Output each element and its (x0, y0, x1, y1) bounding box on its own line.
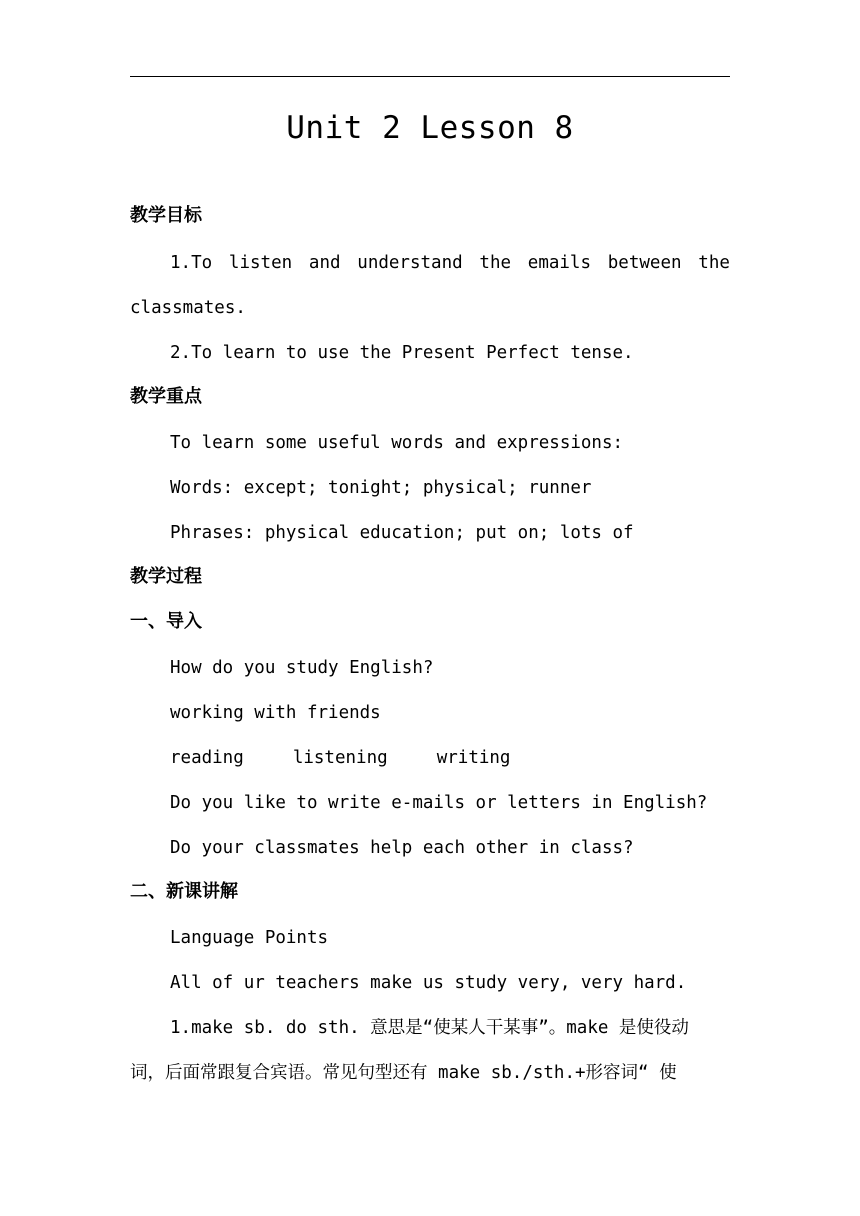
intro-answer-2: reading listening writing (170, 748, 511, 768)
goal-1-word: between (607, 253, 682, 273)
section-heading-focus: 教学重点 (130, 386, 202, 407)
document-page (130, 0, 730, 1216)
goal-1-word: understand (357, 253, 463, 273)
point-1-line-1: 1.make sb. do sth. 意思是“使某人干某事”。make 是使役动 (170, 1018, 689, 1038)
section-heading-process: 教学过程 (130, 566, 202, 587)
focus-phrases: Phrases: physical education; put on; lots of (170, 523, 634, 543)
goal-1-line (170, 250, 730, 276)
goal-1-word: and (308, 253, 341, 273)
goal-1-word: 1.To (170, 253, 213, 273)
point-1-line-2: 词，后面常跟复合宾语。常见句型还有 make sb./sth.+形容词“ 使 (130, 1063, 677, 1083)
goal-1-word: the (479, 253, 512, 273)
goal-2: 2.To learn to use the Present Perfect tense. (170, 343, 634, 363)
intro-question-2: Do you like to write e-mails or letters in English? (170, 793, 708, 813)
intro-answer-1: working with friends (170, 703, 381, 723)
focus-intro: To learn some useful words and expressions: (170, 433, 624, 453)
page-title: Unit 2 Lesson 8 (286, 110, 574, 146)
language-points-label: Language Points (170, 928, 329, 948)
goal-1-word: emails (527, 253, 591, 273)
section-heading-new-lesson: 二、新课讲解 (130, 881, 238, 902)
focus-words: Words: except; tonight; physical; runner (170, 478, 592, 498)
goal-1-continuation: classmates. (130, 298, 246, 318)
intro-question-1: How do you study English? (170, 658, 434, 678)
goal-1-word: the (698, 253, 730, 273)
section-heading-intro: 一、导入 (130, 611, 202, 632)
goal-1-word: listen (228, 253, 293, 273)
example-sentence: All of ur teachers make us study very, very hard. (170, 973, 687, 993)
header-rule (130, 76, 730, 77)
section-heading-goals: 教学目标 (130, 205, 202, 226)
intro-question-3: Do your classmates help each other in class? (170, 838, 634, 858)
